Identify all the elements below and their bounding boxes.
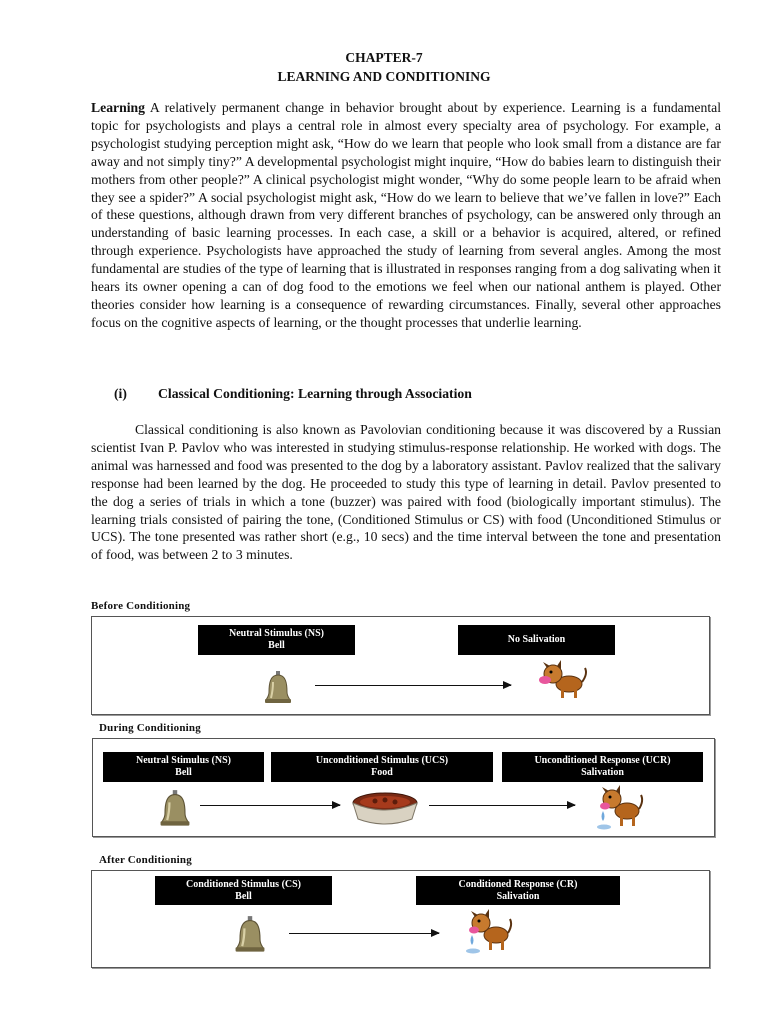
bell-icon (230, 915, 270, 955)
intro-text: A relatively permanent change in behavior brought about by experience. Learning is a fundamental topic for psychologists and plays a central role in almost every specialty area of psychology. For example, a psychologist studying perception might ask, “How do we learn that people who look small from a distance are far away and not simply tiny?” A developmental psychologist might inquire, “How do babies learn to distinguish their mothers from other people?” A clinical psychologist might wonder, “Why do some people learn to be afraid when they see a spider?” A social psychologist might ask, “How do we learn to believe that we’ve fallen in love?” Each of these questions, although drawn from very different branches of psychology, can be answered only through an understanding of basic learning processes. In each case, a skill or a behavior is acquired, altered, or refined through experience. Psychologists have approached the study of learning from several angles. Among the most fundamental are studies of the type of learning that is illustrated in responses ranging from a dog salivating when it hears its owner opening a can of dog food to the emotions we feel when our national anthem is played. Other theories consider how learning is a consequence of rewarding circumstances. Finally, several other approaches focus on the cognitive aspects of learning, or the thought processes that underlie learning. (91, 100, 721, 330)
section-number: (i) (114, 386, 127, 401)
saliva-drops-icon (466, 935, 480, 954)
unconditioned-stimulus-label: Unconditioned Stimulus (UCS) (315, 755, 449, 766)
before-conditioning-label: Before Conditioning (91, 600, 191, 612)
no-salivation-box (458, 625, 615, 655)
arrow-bell-to-food (200, 805, 340, 806)
conditioned-stimulus-sub: Bell (235, 891, 252, 902)
dog-icon (539, 660, 589, 700)
section-paragraph: Classical conditioning is also known as Pavolovian conditioning because it was discovered by a Russian scientist Ivan P. Pavlov who was interested in studying stimulus-response relationship. He worked with dogs. The animal was harnessed and food was presented to the dog by a laboratory assistant. Pavlov realized that the salivary response had been learned by the dog. He proceeded to study this type of learning in detail. Pavlov presented to the dog a series of trials in which a tone (buzzer) was paired with food (biologically important stimulus). The learning trials consisted of pairing the tone, (Conditioned Stimulus or CS) with food (Unconditioned Stimulus or UCS). The tone presented was rather short (e.g., 10 secs) and the time interval between the tone and presentation of food, was between 2 to 3 minutes. (91, 422, 721, 563)
unconditioned-response-box (502, 752, 703, 782)
conditioned-response-sub: Salivation (496, 891, 540, 902)
neutral-stimulus-sub: Bell (268, 640, 285, 651)
arrow-food-to-response (429, 805, 575, 806)
neutral-stimulus-box (198, 625, 355, 655)
neutral-stimulus-box (103, 752, 264, 782)
during-conditioning-panel (92, 738, 715, 837)
conditioned-response-label: Conditioned Response (CR) (458, 879, 578, 890)
chapter-number: CHAPTER-7 (345, 50, 423, 65)
chapter-header (0, 48, 768, 86)
unconditioned-response-label: Unconditioned Response (UCR) (534, 755, 671, 766)
bell-icon (264, 670, 292, 706)
conditioned-stimulus-box (155, 876, 332, 905)
neutral-stimulus-label: Neutral Stimulus (NS) (135, 755, 231, 766)
intro-term: Learning (91, 100, 145, 115)
no-salivation-label: No Salivation (507, 634, 566, 645)
unconditioned-response-sub: Salivation (581, 767, 624, 778)
saliva-drops-icon (597, 811, 611, 830)
arrow-bell-to-response (289, 933, 439, 934)
food-bowl-icon (351, 789, 419, 827)
unconditioned-stimulus-sub: Food (371, 767, 393, 778)
neutral-stimulus-sub: Bell (175, 767, 192, 778)
after-conditioning-panel (91, 870, 710, 968)
unconditioned-stimulus-box (271, 752, 493, 782)
chapter-title: LEARNING AND CONDITIONING (277, 69, 491, 84)
dog-icon (466, 911, 514, 957)
conditioned-stimulus-label: Conditioned Stimulus (CS) (185, 879, 302, 890)
bell-icon (155, 789, 195, 829)
arrow-bell-to-response (315, 685, 511, 686)
neutral-stimulus-label: Neutral Stimulus (NS) (228, 628, 324, 639)
intro-paragraph (91, 99, 721, 332)
section-title: Classical Conditioning: Learning through Association (158, 386, 472, 401)
during-conditioning-label: During Conditioning (99, 722, 201, 734)
dog-icon (597, 787, 645, 833)
section-heading (114, 386, 472, 402)
after-conditioning-label: After Conditioning (99, 854, 192, 866)
conditioned-response-box (416, 876, 620, 905)
before-conditioning-panel (91, 616, 710, 715)
